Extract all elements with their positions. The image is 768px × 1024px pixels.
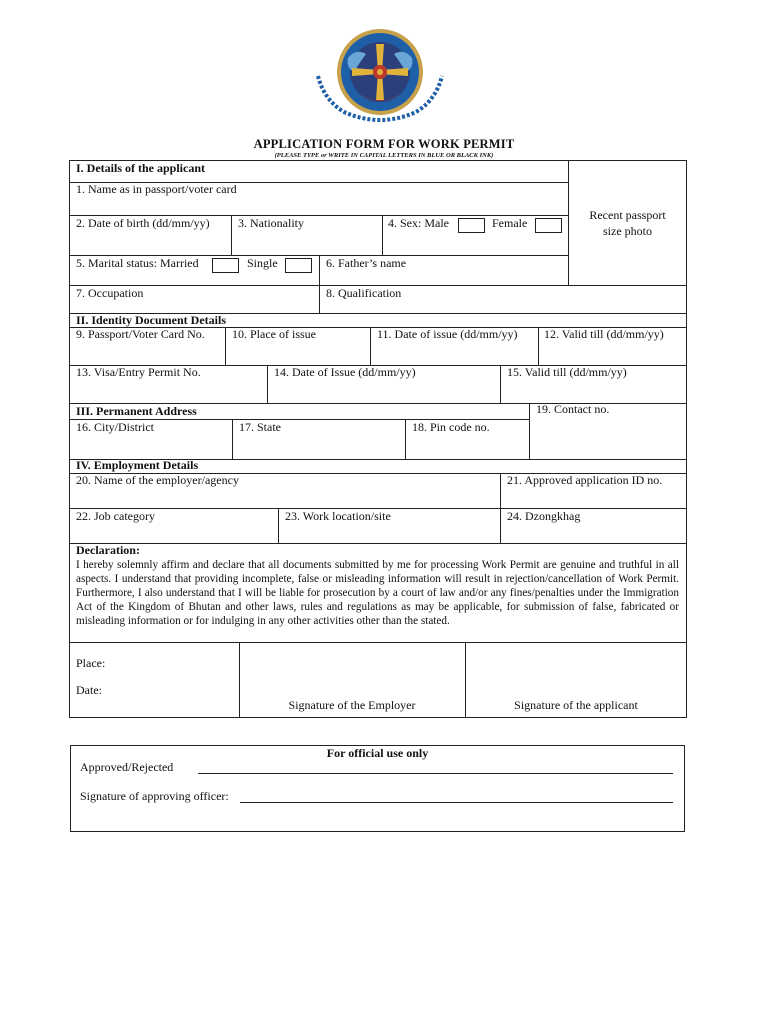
occupation-field[interactable]: 7. Occupation: [76, 286, 144, 300]
pin-code-field[interactable]: 18. Pin code no.: [412, 420, 490, 434]
declaration-heading: Declaration:: [76, 543, 140, 557]
emblem-jewel-core: [377, 69, 383, 75]
official-use-heading: For official use only: [326, 746, 429, 760]
sex-female-checkbox[interactable]: [535, 218, 562, 233]
state-field[interactable]: 17. State: [239, 420, 281, 434]
visa-valid-till-field[interactable]: 15. Valid till (dd/mm/yy): [507, 365, 627, 379]
marital-single-label: Single: [247, 256, 278, 270]
date-of-issue-field[interactable]: 11. Date of issue (dd/mm/yy): [377, 327, 518, 341]
approving-officer-signature-label: Signature of approving officer:: [80, 789, 229, 803]
visa-no-field[interactable]: 13. Visa/Entry Permit No.: [76, 365, 201, 379]
photo-placeholder-line2: size photo: [603, 224, 652, 238]
sex-female-label: Female: [492, 216, 528, 230]
valid-till-field[interactable]: 12. Valid till (dd/mm/yy): [544, 327, 664, 341]
sex-male-checkbox[interactable]: [458, 218, 485, 233]
passport-no-field[interactable]: 9. Passport/Voter Card No.: [76, 327, 205, 341]
section-identity-heading: II. Identity Document Details: [76, 313, 226, 327]
marital-single-checkbox[interactable]: [285, 258, 312, 273]
sex-male-label: 4. Sex: Male: [388, 216, 449, 230]
photo-placeholder-line1: Recent passport: [589, 208, 666, 222]
father-name-field[interactable]: 6. Father’s name: [326, 256, 407, 270]
section-applicant-heading: I. Details of the applicant: [76, 161, 205, 175]
declaration-text: I hereby solemnly affirm and declare that all documents submitted by me for processing Work Permit are genuine and truthful in all aspects. I understand that providing incomplete, false or misleading information will result in rejection/cancellation of Work Permit. Furthermore, I also understand that I will be liable for prosecution by a court of law and/or any fines/penalties under the Immigration Act of the Kingdom of Bhutan and other laws, rules and regulations as may be applicable, for submission of false, fabricated or misleading information or for indulging in any other activities other than the stated.: [76, 559, 679, 627]
work-location-field[interactable]: 23. Work location/site: [285, 509, 391, 523]
approved-rejected-line[interactable]: [198, 773, 673, 774]
approved-application-id-field[interactable]: 21. Approved application ID no.: [507, 473, 663, 487]
contact-no-field[interactable]: 19. Contact no.: [536, 402, 610, 416]
section-employment-heading: IV. Employment Details: [76, 458, 199, 472]
approved-rejected-label: Approved/Rejected: [80, 760, 174, 774]
city-district-field[interactable]: 16. City/District: [76, 420, 154, 434]
bhutan-emblem-logo: [310, 28, 450, 128]
approving-officer-signature-line[interactable]: [240, 802, 673, 803]
dzongkhag-field[interactable]: 24. Dzongkhag: [507, 509, 581, 523]
dob-field[interactable]: 2. Date of birth (dd/mm/yy): [76, 216, 210, 230]
job-category-field[interactable]: 22. Job category: [76, 509, 155, 523]
section-address-heading: III. Permanent Address: [76, 404, 197, 418]
applicant-signature-label: Signature of the applicant: [514, 698, 638, 712]
marital-married-label: 5. Marital status: Married: [76, 256, 199, 270]
form-title: APPLICATION FORM FOR WORK PERMIT: [253, 137, 515, 151]
visa-date-of-issue-field[interactable]: 14. Date of Issue (dd/mm/yy): [274, 365, 416, 379]
form-subtitle: (PLEASE TYPE or WRITE IN CAPITAL LETTERS IN BLUE OR BLACK INK): [274, 152, 494, 159]
nationality-field[interactable]: 3. Nationality: [238, 216, 304, 230]
employer-name-field[interactable]: 20. Name of the employer/agency: [76, 473, 239, 487]
place-field[interactable]: Place:: [76, 656, 106, 670]
date-field[interactable]: Date:: [76, 683, 102, 697]
marital-married-checkbox[interactable]: [212, 258, 239, 273]
place-of-issue-field[interactable]: 10. Place of issue: [232, 327, 316, 341]
qualification-field[interactable]: 8. Qualification: [326, 286, 402, 300]
applicant-form-table: [69, 160, 687, 718]
employer-signature-label: Signature of the Employer: [288, 698, 416, 712]
name-field[interactable]: 1. Name as in passport/voter card: [76, 182, 237, 196]
